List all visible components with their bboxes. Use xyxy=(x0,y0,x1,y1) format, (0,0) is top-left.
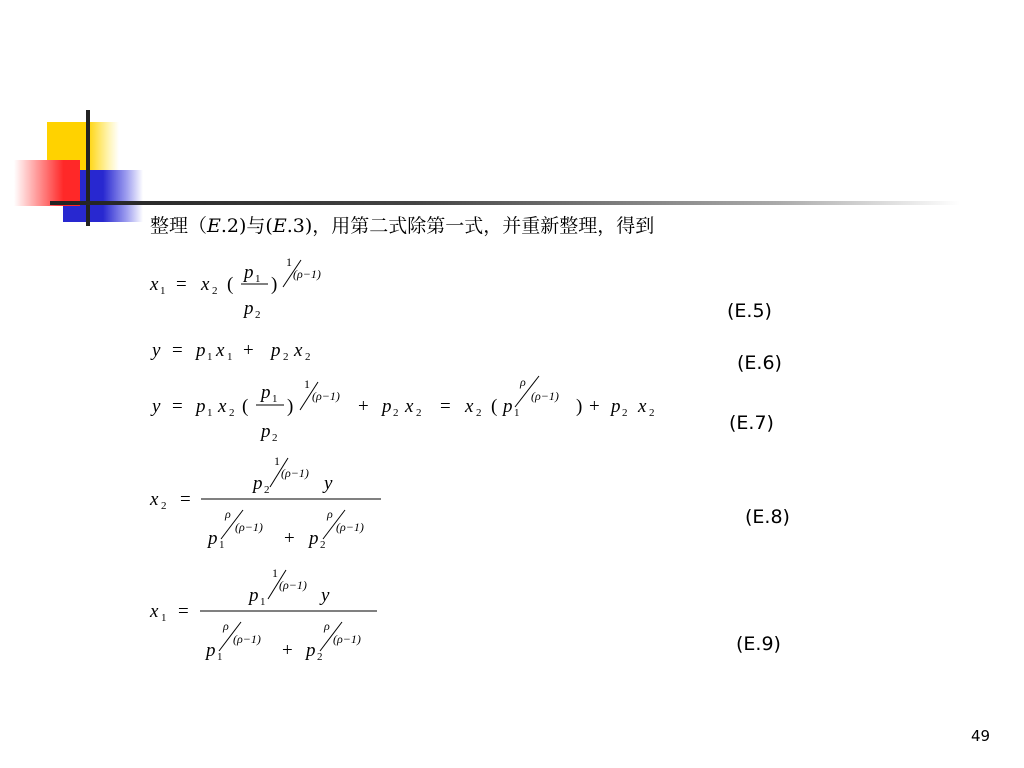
equals-sign: = xyxy=(172,396,183,417)
var-p: p xyxy=(261,382,271,403)
equals-sign: = xyxy=(176,274,187,295)
sub-2: 2 xyxy=(416,407,422,419)
right-paren: ) xyxy=(287,396,294,417)
exponent-numerator-rho: ρ xyxy=(324,619,330,633)
sub-2: 2 xyxy=(264,484,270,496)
intro-part-1: 整理（ xyxy=(150,215,208,237)
sub-1: 1 xyxy=(227,351,233,363)
var-x: x xyxy=(201,274,210,295)
sub-1: 1 xyxy=(207,351,213,363)
var-x: x xyxy=(638,396,647,417)
var-p: p xyxy=(309,528,319,549)
sub-1: 1 xyxy=(260,596,266,608)
sub-2: 2 xyxy=(283,351,289,363)
var-p: p xyxy=(196,396,206,417)
sub-2: 2 xyxy=(229,407,235,419)
plus-sign: + xyxy=(589,396,600,417)
plus-sign: + xyxy=(282,640,293,661)
var-x: x xyxy=(150,601,159,622)
formula-e8 xyxy=(149,454,381,551)
sub-1: 1 xyxy=(272,393,278,405)
var-p: p xyxy=(208,528,218,549)
sub-2: 2 xyxy=(393,407,399,419)
left-paren: ( xyxy=(227,274,234,295)
var-p: p xyxy=(253,473,263,494)
exponent-denominator: (ρ−1) xyxy=(293,267,321,281)
var-x: x xyxy=(216,340,225,361)
page-number: 49 xyxy=(971,727,991,745)
equation-label-e8: (E.8) xyxy=(745,506,790,528)
left-paren: ( xyxy=(491,396,498,417)
sub-2: 2 xyxy=(317,651,323,663)
equation-label-e6: (E.6) xyxy=(737,352,782,374)
sub-1: 1 xyxy=(207,407,213,419)
exponent-numerator-rho: ρ xyxy=(225,507,231,521)
var-x: x xyxy=(150,274,159,295)
left-paren: ( xyxy=(242,396,249,417)
exponent-denominator: (ρ−1) xyxy=(531,389,559,403)
sub-1: 1 xyxy=(161,612,167,624)
sub-2: 2 xyxy=(161,500,167,512)
sub-2: 2 xyxy=(320,539,326,551)
formula-e9 xyxy=(149,566,377,663)
right-paren: ) xyxy=(271,274,278,295)
sub-1: 1 xyxy=(514,407,520,419)
equation-label-e5: (E.5) xyxy=(727,300,772,322)
var-y: y xyxy=(324,473,333,494)
var-p: p xyxy=(249,585,259,606)
formula-e6 xyxy=(150,340,311,363)
var-x: x xyxy=(294,340,303,361)
exponent-denominator: (ρ−1) xyxy=(235,520,263,534)
var-y: y xyxy=(321,585,330,606)
var-p: p xyxy=(306,640,316,661)
formula-e7 xyxy=(150,375,655,444)
intro-part-3: .3)，用第二式除第一式，并重新整理，得到 xyxy=(286,215,655,237)
exponent-denominator: (ρ−1) xyxy=(279,578,307,592)
exponent-numerator-rho: ρ xyxy=(327,507,333,521)
equation-label-e7: (E.7) xyxy=(729,412,774,434)
exponent-numerator-rho: ρ xyxy=(223,619,229,633)
exponent-denominator: (ρ−1) xyxy=(281,466,309,480)
equals-sign: = xyxy=(172,340,183,361)
sub-2: 2 xyxy=(649,407,655,419)
sub-1: 1 xyxy=(217,651,223,663)
sub-1: 1 xyxy=(219,539,225,551)
intro-part-2: .2)与( xyxy=(220,215,273,237)
exponent-numerator: 1 xyxy=(304,377,310,391)
var-p: p xyxy=(503,396,513,417)
equals-sign: = xyxy=(440,396,451,417)
exponent-denominator: (ρ−1) xyxy=(333,632,361,646)
var-p: p xyxy=(196,340,206,361)
sub-2: 2 xyxy=(476,407,482,419)
sub-2: 2 xyxy=(255,309,261,321)
var-y: y xyxy=(152,340,161,361)
plus-sign: + xyxy=(358,396,369,417)
var-x: x xyxy=(218,396,227,417)
var-p: p xyxy=(382,396,392,417)
var-x: x xyxy=(465,396,474,417)
plus-sign: + xyxy=(243,340,254,361)
equation-label-e9: (E.9) xyxy=(736,633,781,655)
exponent-denominator: (ρ−1) xyxy=(233,632,261,646)
equals-sign: = xyxy=(178,601,189,622)
intro-eq-symbol-2: E xyxy=(272,215,287,237)
equals-sign: = xyxy=(180,489,191,510)
var-y: y xyxy=(152,396,161,417)
var-p: p xyxy=(244,262,254,283)
sub-2: 2 xyxy=(212,285,218,297)
exponent-numerator-rho: ρ xyxy=(520,375,526,389)
var-p: p xyxy=(206,640,216,661)
var-p: p xyxy=(271,340,281,361)
sub-2: 2 xyxy=(272,432,278,444)
var-x: x xyxy=(405,396,414,417)
var-p: p xyxy=(244,298,254,319)
formula-e5 xyxy=(149,255,321,321)
sub-1: 1 xyxy=(255,273,261,285)
exponent-numerator: 1 xyxy=(272,566,278,580)
plus-sign: + xyxy=(284,528,295,549)
intro-eq-symbol-1: E xyxy=(207,215,221,237)
sub-2: 2 xyxy=(305,351,311,363)
var-x: x xyxy=(150,489,159,510)
var-p: p xyxy=(611,396,621,417)
exponent-denominator: (ρ−1) xyxy=(312,389,340,403)
sub-1: 1 xyxy=(160,285,166,297)
exponent-denominator: (ρ−1) xyxy=(336,520,364,534)
sub-2: 2 xyxy=(622,407,628,419)
var-p: p xyxy=(261,421,271,442)
exponent-numerator: 1 xyxy=(274,454,280,468)
exponent-numerator: 1 xyxy=(286,255,292,269)
right-paren: ) xyxy=(576,396,583,417)
